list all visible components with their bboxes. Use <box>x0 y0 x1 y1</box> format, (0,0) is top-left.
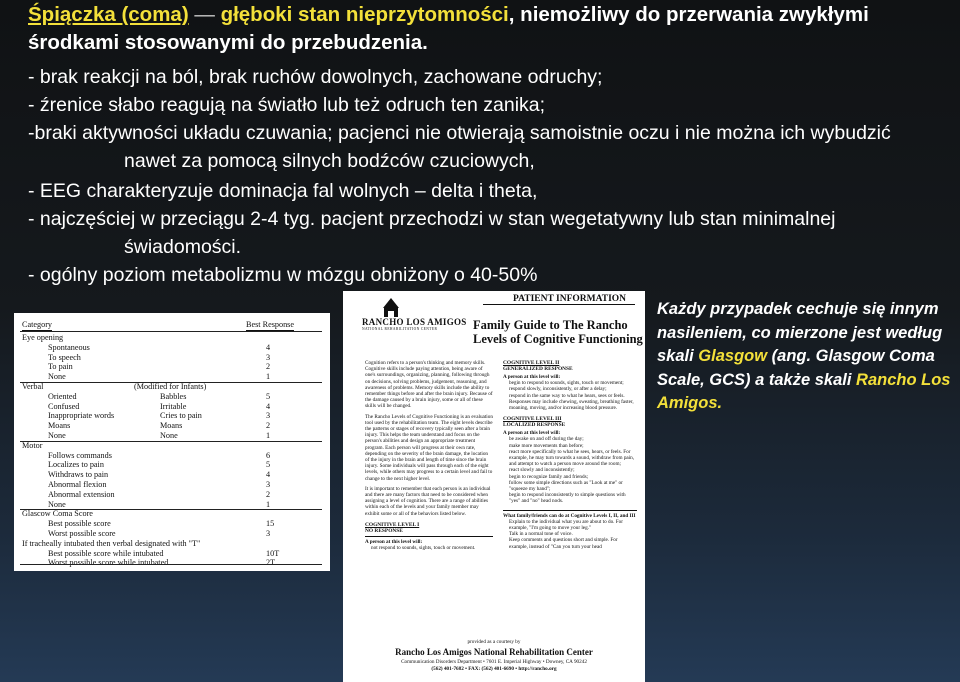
level2-title: COGNITIVE LEVEL II <box>503 360 560 366</box>
level3-item: begin to recognize family and friends; <box>509 473 589 480</box>
family-item: Talk in a normal tone of voice. <box>509 531 573 538</box>
rancho-family-guide-document <box>343 291 645 682</box>
gcs-row-label: Best possible score <box>48 519 111 529</box>
level3-title: COGNITIVE LEVEL III <box>503 416 562 423</box>
family-question: What family/friends can do at Cognitive Levels I, II, and III <box>503 510 637 519</box>
gcs-row-score: 2 <box>266 421 271 431</box>
gcs-row-label: To speech <box>48 352 81 362</box>
level3-item: begin to respond inconsistently to simple questions with "yes" and "no" head nods. <box>509 492 626 505</box>
glasgow-highlight: Glasgow <box>698 347 768 365</box>
coma-term: Śpiączka (coma) <box>28 3 189 26</box>
gcs-row-score: 15 <box>266 519 275 529</box>
gcs-row-label: Spontaneous <box>48 342 90 352</box>
level2-item: respond in the same way to what he hears, sees or feels. Responses may include chewing, sweating, breathing faster, moaning, moving, and/or increasing blood pressure. <box>509 392 634 412</box>
gcs-row-score: 3 <box>266 411 271 421</box>
gcs-row-label: Abnormal flexion <box>48 480 107 489</box>
gcs-row-label: Oriented <box>48 391 77 401</box>
rancho-logo-icon <box>365 297 417 319</box>
gcs-row-label: None <box>48 431 66 440</box>
brand-subtitle: NATIONAL REHABILITATION CENTER <box>362 327 438 331</box>
bullet-eeg: - EEG charakteryzuje dominacja fal wolnych – delta i theta, <box>28 180 538 202</box>
center-name: Rancho Los Amigos National Rehabilitation Center <box>395 647 593 657</box>
gcs-row-infant: Moans <box>160 421 183 431</box>
gcs-row-label: Confused <box>48 401 80 411</box>
gcs-row-label: Worst possible score <box>48 529 116 538</box>
gcs-row-infant: None <box>160 431 178 440</box>
doc-right-column <box>503 360 637 550</box>
level1-subtitle: NO RESPONSE <box>365 527 403 534</box>
gcs-row-label: None <box>48 499 66 509</box>
document-title-line2: Levels of Cognitive Functioning <box>473 332 643 346</box>
scales-note-text-2: (ang. Glasgow Coma Scale, GCS) a także skali <box>657 347 935 389</box>
title-comma: , <box>508 3 521 26</box>
table-header-category: Category <box>22 320 53 329</box>
gcs-row-score: 4 <box>266 401 271 411</box>
bullet-metabolism: - ogólny poziom metabolizmu w mózgu obniżony o 40-50% <box>28 264 538 286</box>
doc-paragraph: The Rancho Levels of Cognitive Functioning is an evaluation tool used by the rehabilitation team. The eight levels describe the patterns or stages of recovery typically seen after a brain injury. This helps the team understand and focus on the person's abilities and design an appropriate treatment program. Each person will progress at their own rate, depending on the severity of the brain damage, the location of the injury in the brain and length of time since the brain injury. Some individuals will pass through each of the eight levels, while others may progress to a certain level and fail to change to the next higher level. <box>365 413 493 482</box>
level1-intro: A person at this level will: <box>365 538 423 545</box>
level2-item: begin to respond to sounds, sights, touch or movement; <box>509 380 624 387</box>
gcs-row-infant: Cries to pain <box>160 411 202 421</box>
scales-note-text: Każdy przypadek cechuje się innym nasileniem, co mierzone jest według skali <box>657 300 943 365</box>
bullet-arousal-cont: nawet za pomocą silnych bodźców czuciowych, <box>124 150 535 172</box>
gcs-row-score: 5 <box>266 391 271 401</box>
title-dash: — <box>188 3 221 26</box>
level1-item: not respond to sounds, sights, touch or movement. <box>371 545 476 552</box>
gcs-section-divider <box>20 441 322 442</box>
gcs-row-score: 5 <box>266 460 271 470</box>
doc-left-column <box>365 360 493 551</box>
gcs-row-score: 3 <box>266 480 271 489</box>
family-item: Keep comments and questions short and simple. For example, instead of "Can you turn your head <box>509 537 618 550</box>
center-address: Communication Disorders Department • 7601 E. Imperial Highway • Downey, CA 90242 <box>401 659 587 665</box>
coma-definition: głęboki stan nieprzytomności <box>220 3 509 26</box>
doc-paragraph: Cognition refers to a person's thinking and memory skills. Cognitive skills include paying attention, being aware of one's surroundings, organizing, planning, following through on decisions, solving problems, judgement, reasoning, and awareness of problems. Memory skills include the ability to remember things before and after the brain injury. Because of the damage caused by a brain injury, some or all of these skills will be changed. <box>365 360 493 410</box>
level3-subtitle: LOCALIZED RESPONSE <box>503 422 566 429</box>
gcs-row-label: Best possible score while intubated <box>48 548 164 558</box>
table-header-best-response: Best Response <box>246 320 294 329</box>
gcs-row-score: 2T <box>266 558 276 568</box>
level3-item: make more movements than before; <box>509 442 584 449</box>
gcs-row-label: Verbal <box>22 382 44 391</box>
doc-paragraph: It is important to remember that each person is an individual and there are many factors that need to be considered when assigning a level of cognition. There are a range of abilities within each of the levels and your family member may exhibit some or all of the behaviors listed below. <box>365 485 491 517</box>
gcs-row-score: 4 <box>266 470 271 480</box>
level3-item: react slowly and inconsistently; <box>509 467 575 474</box>
level3-item: be awake on and off during the day; <box>509 436 584 443</box>
provided-by: provided as a courtesy by <box>467 639 521 645</box>
gcs-row-score: 1 <box>266 431 271 440</box>
glasgow-coma-scale-table <box>14 313 330 571</box>
gcs-row-label: Motor <box>22 440 43 450</box>
coma-definition-rest: niemożliwy do przerwania zwykłymi <box>520 3 869 26</box>
gcs-row-label: Localizes to pain <box>48 460 104 470</box>
bullet-duration-cont: świadomości. <box>124 236 242 258</box>
level2-item: respond slowly, inconsistently, or after a delay; <box>509 386 607 393</box>
level2-subtitle: GENERALIZED RESPONSE <box>503 366 573 372</box>
level1-title: COGNITIVE LEVEL I <box>365 521 420 528</box>
gcs-row-label: Follows commands <box>48 450 112 460</box>
gcs-row-score: 4 <box>266 342 271 352</box>
slide-title-line2: środkami stosowanymi do przebudzenia. <box>28 31 428 54</box>
gcs-row-score: 2 <box>266 362 271 372</box>
scales-note <box>657 298 957 416</box>
gcs-row-score: 10T <box>266 548 280 558</box>
bullet-duration: - najczęściej w przeciągu 2-4 tyg. pacjent przechodzi w stan wegetatywny lub stan minimalnej <box>28 208 836 230</box>
gcs-row-label: None <box>48 372 66 382</box>
gcs-row-label: Withdraws to pain <box>48 470 109 480</box>
bullet-no-reaction: - brak reakcji na ból, brak ruchów dowolnych, zachowane odruchy; <box>28 66 603 88</box>
gcs-row-label: To pain <box>48 362 73 372</box>
gcs-row-label: If tracheally intubated then verbal designated with "T" <box>22 538 201 548</box>
gcs-row-label: Glascow Coma Score <box>22 509 93 519</box>
bullet-pupils: - źrenice słabo reagują na światło lub też odruch ten zanika; <box>28 94 546 116</box>
gcs-row-label: Moans <box>48 421 71 431</box>
slide-title <box>28 3 869 27</box>
gcs-row-score: 3 <box>266 529 271 538</box>
gcs-row-infant: Irritable <box>160 401 187 411</box>
level3-item: react more specifically to what he sees, hears, or feels. For example, he may turn towards a sound, withdraw from pain, and attempt to watch a person move around the room; <box>509 448 635 468</box>
level3-item: follow some simple directions such as "Look at me" or "squeeze my hand"; <box>509 479 623 493</box>
gcs-row-score: 1 <box>266 372 271 382</box>
bullet-arousal: -braki aktywności układu czuwania; pacjenci nie otwierają samoistnie oczu i nie można ich wybudzić <box>28 122 891 144</box>
gcs-row-score: 1 <box>266 499 271 509</box>
gcs-row-infant: Babbles <box>160 391 187 401</box>
level2-intro: A person at this level will: <box>503 374 561 380</box>
gcs-row-score: 2 <box>266 489 271 499</box>
brand-name: RANCHO LOS AMIGOS <box>362 317 467 327</box>
level3-intro: A person at this level will: <box>503 430 561 437</box>
gcs-row-label: Abnormal extension <box>48 489 115 499</box>
gcs-row-score: 3 <box>266 352 271 362</box>
gcs-row-infant: (Modified for Infants) <box>134 382 207 391</box>
gcs-row-label: Worst possible score while intubated <box>48 558 169 568</box>
family-item: Explain to the individual what you are about to do. For example, "I'm going to move your leg." <box>509 518 623 532</box>
center-contact: (562) 401-7682 • FAX: (562) 401-6690 • http://rancho.org <box>431 666 557 672</box>
gcs-row-score: 6 <box>266 450 271 460</box>
gcs-row-label: Inappropriate words <box>48 411 115 421</box>
document-title-line1: Family Guide to The Rancho <box>473 318 628 332</box>
patient-information-label: PATIENT INFORMATION <box>513 294 627 304</box>
gcs-row-label: Eye opening <box>22 333 64 342</box>
rancho-highlight: Rancho Los Amigos. <box>657 370 951 412</box>
